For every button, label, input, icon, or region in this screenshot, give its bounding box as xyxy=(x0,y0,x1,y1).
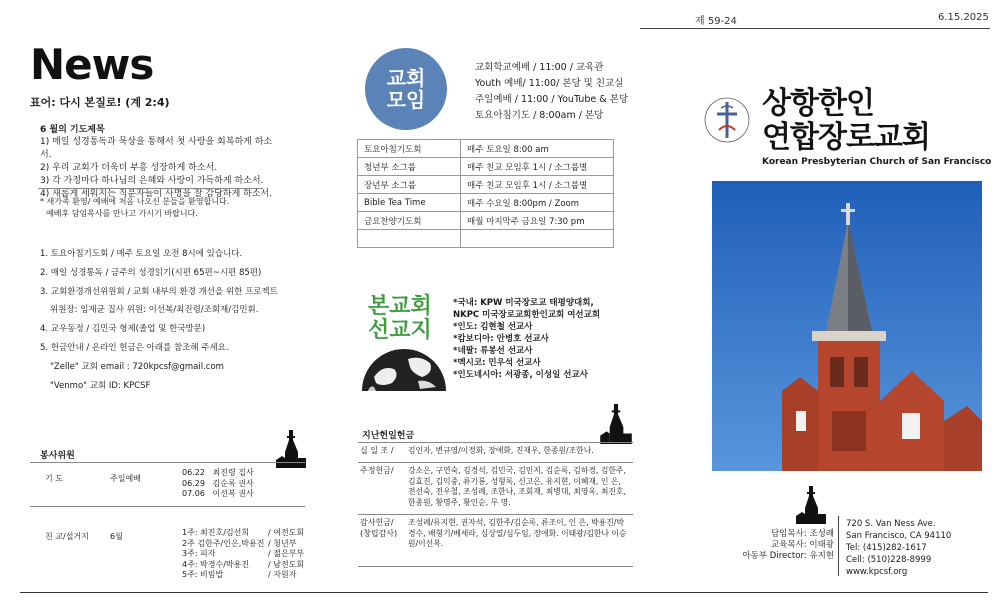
address-line: Tel: (415)282-1617 xyxy=(846,543,927,553)
motto: 표어: 다시 본질로! (계 2:4) xyxy=(30,96,170,109)
meeting-time: 매주 토요일 8:00 am xyxy=(461,140,614,158)
mission-title-line: 본교회 xyxy=(368,294,432,319)
offering-names: 김인자, 변규영/이정화, 장애화, 진재우, 한종원/조한나. xyxy=(408,446,594,455)
mission-item: *캄보디아: 안병호 선교사 xyxy=(453,334,549,344)
prayer-item: 1) 매일 성경통독과 묵상을 통해서 첫 사랑을 회복하게 하소서. xyxy=(40,137,273,160)
offering-names: 조성례/유지현, 권자석, 김한주/김순록, 류조이, 인 은, 박용진/박경수, 배형기/베세라, 심상열/심두임, 장애화. 이태광/김한나 이승원/이선복. xyxy=(408,518,627,548)
notice-item: 4. 교우동정 / 김민국 형제(졸업 및 한국방문) xyxy=(40,324,206,335)
pcusa-seal-icon xyxy=(703,94,751,146)
meeting-name: Bible Tea Time xyxy=(358,194,461,212)
table-row xyxy=(358,194,614,212)
mission-item: NKPC 미국장로교회한인교회 여선교회 xyxy=(453,310,601,320)
church-silhouette-icon xyxy=(796,486,826,524)
fellowship-row: 1주: 최진호/김선희 / 여전도회 xyxy=(182,528,305,537)
notices xyxy=(40,248,310,398)
issue-number: 제 59-24 xyxy=(695,16,737,27)
fellowship-row: 2주 김한주/인은,박용진 / 청년부 xyxy=(182,538,297,548)
worship-badge-line: 교회 xyxy=(386,66,426,90)
worship-badge-line: 모임 xyxy=(386,88,426,112)
worship-item: Youth 예배/ 11:00/ 본당 및 친교실 xyxy=(475,78,624,89)
worship-item: 교회학교예배 / 11:00 / 교육관 xyxy=(475,62,604,73)
prayer-duty-label: 기 도 xyxy=(45,474,63,483)
header-rule xyxy=(640,28,990,29)
globe-icon xyxy=(360,347,448,391)
mission-item: *멕시코: 민우석 선교사 xyxy=(453,358,541,368)
fellowship-row: 4주: 박경수/박용진 / 남전도회 xyxy=(182,559,305,569)
meeting-time xyxy=(461,230,614,248)
meetings-table xyxy=(357,139,614,248)
divider xyxy=(838,516,839,576)
pastor-line: 교육목사: 이태광 xyxy=(770,540,834,550)
worship-badge xyxy=(365,48,447,130)
table-row xyxy=(358,158,614,176)
prayer-item: 3) 각 가정마다 하나님의 은혜와 사랑이 가득하게 하소서. xyxy=(40,176,264,186)
divider xyxy=(30,506,305,507)
divider xyxy=(358,442,633,443)
notice-item: 3. 교회환경개선위원회 / 교회 내부의 환경 개선을 위한 프로젝트 xyxy=(40,286,278,297)
divider xyxy=(30,462,305,463)
table-row xyxy=(358,230,614,248)
address-line: Cell: (510)228-8999 xyxy=(846,555,932,565)
address-line: San Francisco, CA 94110 xyxy=(846,531,952,541)
pastor-line: 아동부 Director: 유지현 xyxy=(742,551,834,561)
worship-item: 토요아침기도 / 8:00am / 본당 xyxy=(475,110,604,121)
notice-item: 5. 헌금안내 / 온라인 헌금은 아래를 참조해 주세요. xyxy=(40,342,229,353)
meeting-time: 매주 수요일 8:00pm / Zoom xyxy=(461,194,614,212)
prayer-duty-row: 06.22 최진령 집사 xyxy=(182,468,254,477)
prayer-topics xyxy=(40,122,280,201)
table-row xyxy=(358,176,614,194)
welcome-line: * 새가족 환영/ 예배에 처음 나오신 분들을 환영합니다. xyxy=(40,197,230,206)
worship-item: 주일예배 / 11:00 / YouTube & 본당 xyxy=(475,94,628,105)
mission-title-line: 선교지 xyxy=(368,318,432,343)
fellowship-month: 6월 xyxy=(110,532,123,541)
notice-item: "Venmo" 교회 ID: KPCSF xyxy=(50,380,151,391)
meeting-name: 토요아침기도회 xyxy=(358,140,461,158)
divider xyxy=(38,188,263,189)
welcome-line: 예배후 담임목사를 만나고 가시기 바랍니다. xyxy=(46,208,198,218)
mission-item: *국내: KPW 미국장로교 태평양대회, xyxy=(453,298,594,308)
mission-list xyxy=(453,297,600,381)
prayer-duty-row: 06.29 김순록 권사 xyxy=(182,478,254,488)
mission-title xyxy=(368,295,432,343)
issue-date: 6.15.2025 xyxy=(938,12,989,23)
notice-item: 위원장: 임재균 집사 위원: 이선복/최진령/조회재/김민휘. xyxy=(50,305,259,316)
divider xyxy=(358,514,633,515)
offering-title: 지난헌일헌금 xyxy=(362,431,415,441)
prayer-title: 6 월의 기도제목 xyxy=(40,125,105,135)
meeting-name: 청년부 소그룹 xyxy=(358,158,461,176)
fellowship-label: 친 교/설거지 xyxy=(45,532,89,541)
service-committee-title: 봉사위원 xyxy=(40,451,75,461)
church-address xyxy=(846,518,951,578)
footer-rule xyxy=(20,592,988,593)
pastor-line: 담임목사: 조성례 xyxy=(770,529,834,539)
meeting-time: 매주 친교 모임후 1시 / 소그룹별 xyxy=(461,158,614,176)
offering-label: 감사헌금/ (창립감사) xyxy=(360,518,398,538)
prayer-duty-row: 07.06 이선복 권사 xyxy=(182,489,254,498)
offering-label: 주정헌금/ xyxy=(360,466,394,475)
pastors xyxy=(740,529,834,562)
prayer-item: 2) 우리 교회가 더욱더 부흥 성장하게 하소서. xyxy=(40,163,218,173)
news-title: News xyxy=(30,40,154,89)
worship-schedule xyxy=(475,60,628,124)
mission-item: *네팔: 류봉선 선교사 xyxy=(453,346,533,356)
church-photo xyxy=(712,181,982,471)
prayer-duty-type: 주일예배 xyxy=(110,474,141,483)
meeting-time: 매월 마지막주 금요일 7:30 pm xyxy=(461,212,614,230)
notice-item: 2. 매일 성경통독 / 금주의 성경읽기(시편 65편~시편 85편) xyxy=(40,267,262,278)
meeting-name: 금요찬양기도회 xyxy=(358,212,461,230)
offering-names: 강소은, 구연숙, 김경석, 김민국, 김민지, 김순록, 김하경, 김한주, 김효진, 김익중, 류기룡, 성형록, 신고은, 유지현, 이혜재, 인 은, 전선숙, 전우철, 조성례, 조한나, 조회재, 최병대, 최영옥, 최진호, 한종원, 황명주, 황인순, 무 명. xyxy=(408,466,626,507)
meeting-time: 매주 친교 모임후 1시 / 소그룹별 xyxy=(461,176,614,194)
table-row xyxy=(358,212,614,230)
meeting-name: 장년부 소그룹 xyxy=(358,176,461,194)
fellowship-list xyxy=(182,528,304,581)
address-line: 720 S. Van Ness Ave. xyxy=(846,519,936,529)
divider xyxy=(358,566,633,567)
website-link[interactable]: www.kpcsf.org xyxy=(846,567,908,577)
table-row xyxy=(358,140,614,158)
church-name-english: Korean Presbyterian Church of San Francisco xyxy=(762,157,992,167)
welcome-note xyxy=(40,196,280,219)
notice-item: 1. 토요아침기도회 / 매주 토요일 오전 8시에 있습니다. xyxy=(40,249,243,259)
mission-item: *인도: 김현철 선교사 xyxy=(453,322,533,332)
offering-label: 십 일 조 / xyxy=(360,446,394,455)
church-name xyxy=(762,87,930,155)
church-silhouette-icon xyxy=(600,404,632,444)
divider xyxy=(358,462,633,463)
church-name-line: 연합장로교회 xyxy=(762,120,930,155)
fellowship-row: 3주: 피자 / 젊은부부 xyxy=(182,549,305,558)
fellowship-row: 5주: 비빔밥 / 자원자 xyxy=(182,570,297,579)
mission-item: *인도네시아: 서광종, 이성일 선교사 xyxy=(453,370,588,380)
prayer-item: 4) 새롭게 세워지는 직분자들이 사명을 잘 감당하게 하소서. xyxy=(40,189,273,199)
meeting-name xyxy=(358,230,461,248)
prayer-duty-list xyxy=(182,468,254,500)
church-name-line: 상항한인 xyxy=(762,86,874,121)
notice-item: "Zelle" 교회 email : 720kpcsf@gmail.com xyxy=(50,361,224,372)
